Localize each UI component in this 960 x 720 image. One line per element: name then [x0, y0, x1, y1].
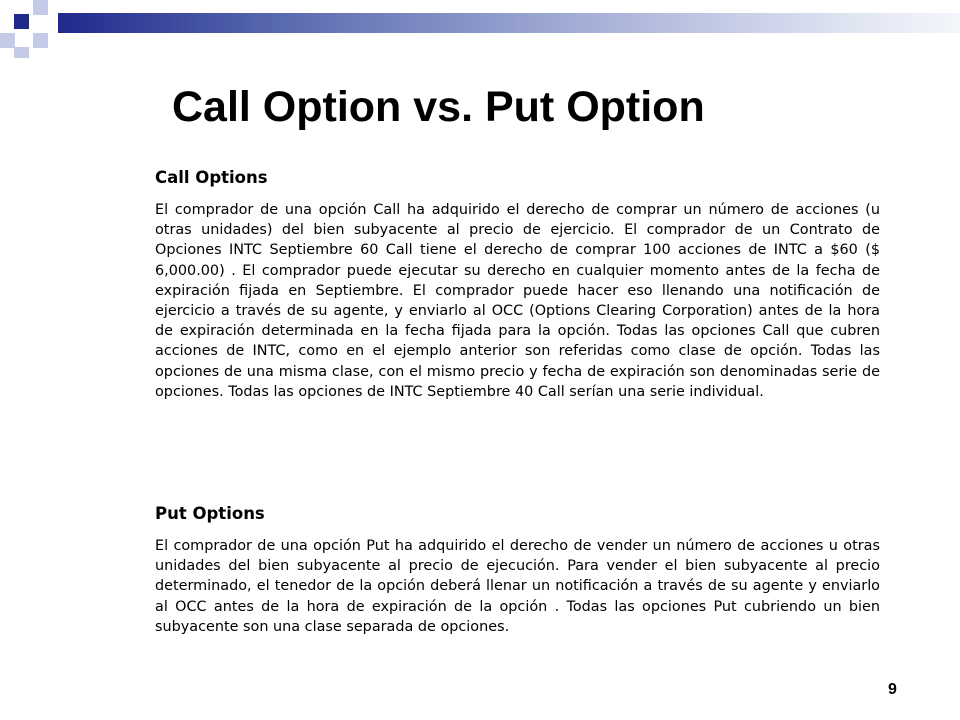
corner-square-light-3 — [33, 33, 48, 48]
put-options-body: El comprador de una opción Put ha adquirido el derecho de vender un número de acciones u otras unidades del bien subyacente al precio de ejecución. Para vender el bien subyacente al precio determinado, el tenedor de la opción deberá llenar un notificación a través de su agente y enviarlo al OCC antes de la hora de expiración de la opción . Todas las opciones Put cubriendo un bien subyacente son una clase separada de opciones. — [155, 538, 880, 635]
put-options-section — [155, 502, 880, 637]
corner-square-dark-1 — [14, 14, 29, 29]
call-options-heading: Call Options — [155, 168, 268, 187]
page-number: 9 — [888, 681, 897, 698]
corner-square-light-4 — [14, 47, 29, 58]
call-options-body: El comprador de una opción Call ha adquirido el derecho de comprar un número de acciones (u otras unidades) del bien subyacente al precio de ejercicio. El comprador de un Contrato de Opciones INTC Septiembre 60 Call tiene el derecho de comprar 100 acciones de INTC a $60 ($ 6,000.00) . El comprador puede ejecutar su derecho en cualquier momento antes de la fecha de expiración fijada en Septiembre. El comprador puede hacer eso llenando una notificación de ejercicio a través de su agente, y enviarlo al OCC (Options Clearing Corporation) antes de la hora de expiración determinada en la fecha fijada para la opción. Todas las opciones Call que cubren acciones de INTC, como en el ejemplo anterior son referidas como clase de opción. Todas las opciones de una misma clase, con el mismo precio y fecha de expiración son denominadas serie de opciones. Todas las opciones de INTC Septiembre 40 Call serían una serie individual. — [155, 202, 880, 400]
call-options-section — [155, 166, 880, 402]
title-gradient-bar — [58, 13, 960, 33]
put-options-heading: Put Options — [155, 504, 265, 523]
corner-square-light-1 — [33, 0, 48, 15]
corner-square-light-2 — [0, 33, 15, 48]
slide-title: Call Option vs. Put Option — [172, 83, 705, 131]
